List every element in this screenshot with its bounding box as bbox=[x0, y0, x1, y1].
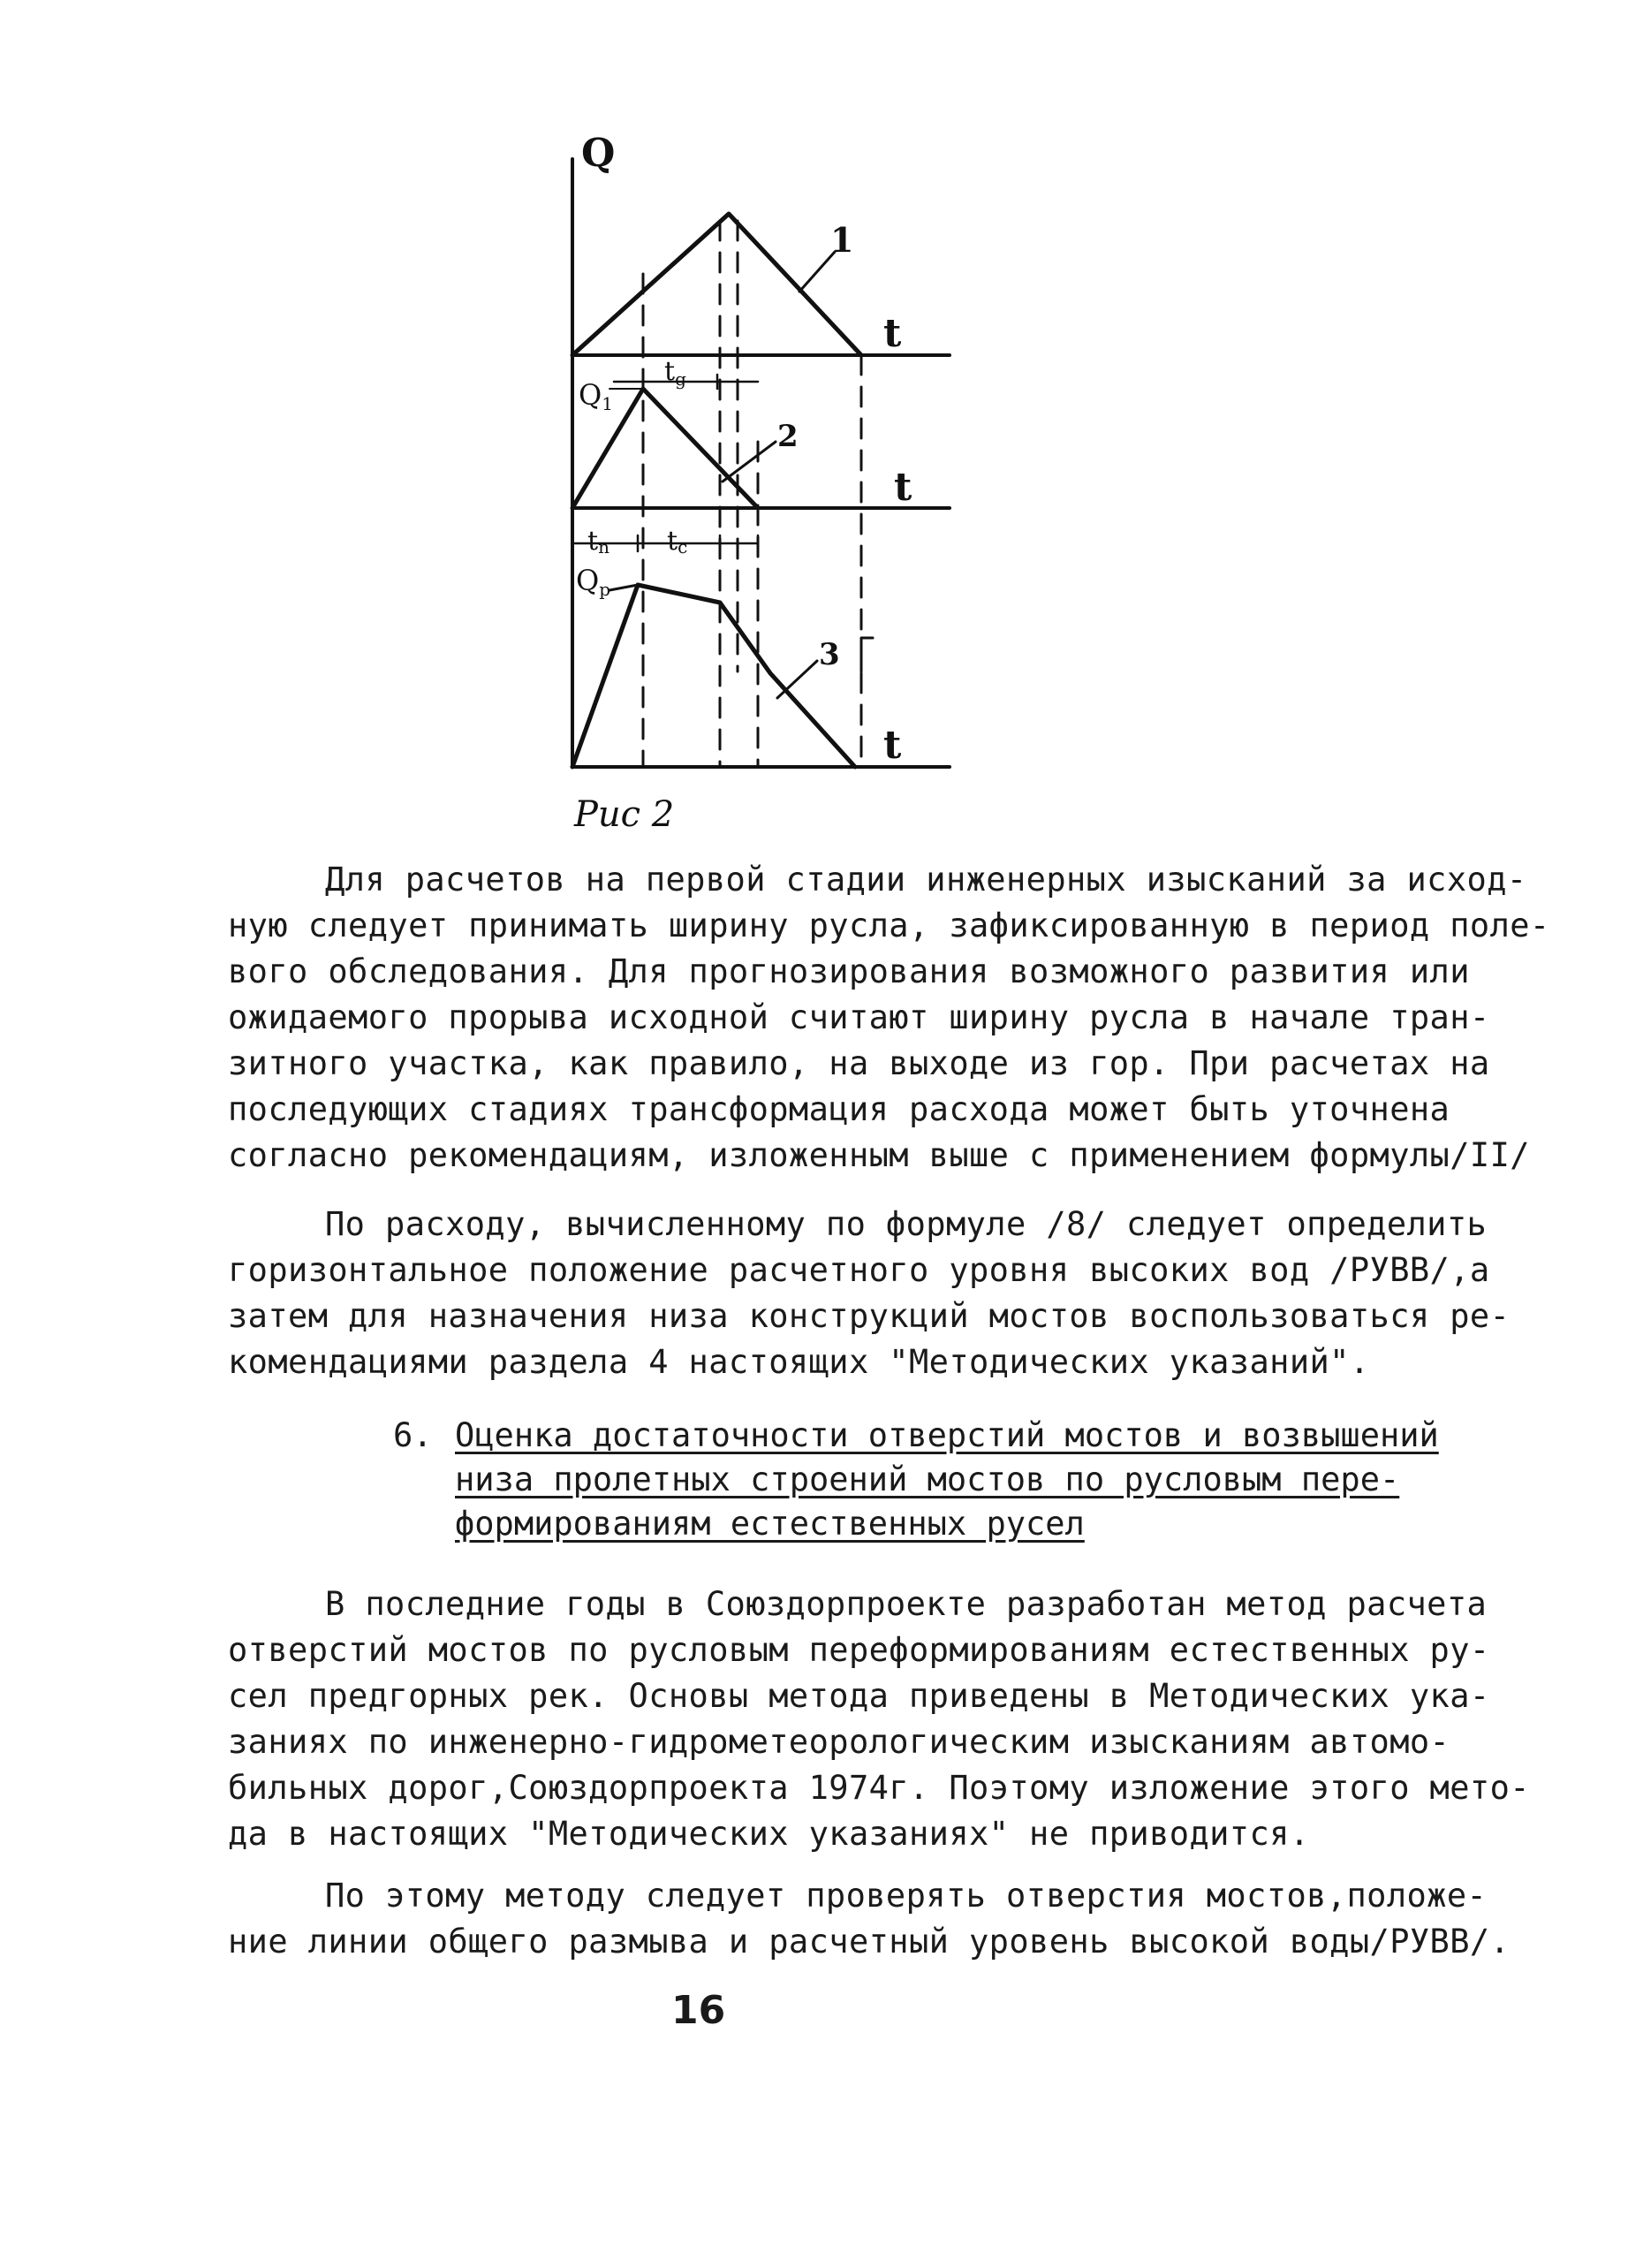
paragraph-line: комендациями раздела 4 настоящих "Методических указаний". bbox=[228, 1343, 1370, 1381]
tg-label: $t_g$ bbox=[664, 356, 686, 390]
paragraph-line: По этому методу следует проверять отверстия мостов,положе- bbox=[325, 1877, 1488, 1915]
section-title bbox=[455, 1414, 1453, 1546]
paragraph-line: Для расчетов на первой стадии инженерных изысканий за исход- bbox=[325, 861, 1527, 899]
curve-1-number: 1 bbox=[830, 220, 854, 260]
tn-label: tn bbox=[587, 526, 610, 558]
paragraph-2 bbox=[228, 1202, 1510, 1385]
curve-3-leader bbox=[777, 661, 817, 698]
paragraph-line: отверстий мостов по русловым переформированиям естественных ру- bbox=[228, 1631, 1490, 1669]
paragraph-line: ожидаемого прорыва исходной считают ширину русла в начале тран- bbox=[228, 998, 1490, 1036]
qp-label: Qp bbox=[576, 564, 611, 600]
paragraph-line: бильных дорог,Союздорпроекта 1974г. Поэтому изложение этого мето- bbox=[228, 1769, 1530, 1807]
axis-t-label-1: t bbox=[883, 311, 902, 356]
curve-3-marker bbox=[861, 638, 873, 671]
curve-3-number: 3 bbox=[819, 637, 840, 672]
paragraph-line: зитного участка, как правило, на выходе из гор. При расчетах на bbox=[228, 1044, 1490, 1082]
hydrograph-figure bbox=[0, 0, 1643, 848]
q1-label: Q1 bbox=[579, 378, 613, 414]
section-heading bbox=[393, 1414, 1453, 1546]
paragraph-1 bbox=[228, 857, 1550, 1179]
curve-3-line bbox=[572, 585, 855, 767]
axis-t-label-2: t bbox=[894, 465, 912, 510]
paragraph-3 bbox=[228, 1582, 1530, 1857]
section-title-line: формированиям естественных русел bbox=[455, 1505, 1085, 1543]
paragraph-line: вого обследования. Для прогнозирования возможного развития или bbox=[228, 952, 1470, 990]
paragraph-line: да в настоящих "Методических указаниях" не приводится. bbox=[228, 1815, 1310, 1853]
paragraph-line: В последние годы в Союздорпроекте разработан метод расчета bbox=[325, 1585, 1488, 1623]
paragraph-line: ную следует принимать ширину русла, зафиксированную в период поле- bbox=[228, 906, 1550, 944]
figure-caption: Рис 2 bbox=[574, 794, 675, 835]
axis-q-label: Q bbox=[581, 131, 616, 176]
curve-1-leader bbox=[799, 252, 835, 292]
qp-leader bbox=[610, 585, 638, 590]
section-title-line: Оценка достаточности отверстий мостов и возвышений bbox=[455, 1416, 1439, 1454]
curve-1-line bbox=[572, 214, 861, 355]
paragraph-line: заниях по инженерно-гидрометеорологическим изысканиям автомо- bbox=[228, 1723, 1450, 1761]
paragraph-4 bbox=[228, 1873, 1510, 1965]
section-number: 6. bbox=[393, 1416, 433, 1454]
curve-2-number: 2 bbox=[777, 419, 799, 454]
paragraph-line: согласно рекомендациям, изложенным выше с применением формулы/II/ bbox=[228, 1136, 1530, 1174]
curve-2-leader bbox=[723, 442, 776, 482]
page-number: 16 bbox=[671, 1988, 726, 2033]
paragraph-line: ние линии общего размыва и расчетный уровень высокой воды/РУВВ/. bbox=[228, 1923, 1510, 1961]
paragraph-line: горизонтальное положение расчетного уровня высоких вод /РУВВ/,а bbox=[228, 1251, 1490, 1289]
tc-label: tc bbox=[667, 526, 688, 558]
axis-t-label-3: t bbox=[883, 723, 902, 768]
paragraph-line: сел предгорных рек. Основы метода приведены в Методических ука- bbox=[228, 1677, 1490, 1715]
paragraph-line: затем для назначения низа конструкций мостов воспользоваться ре- bbox=[228, 1297, 1510, 1335]
paragraph-line: По расходу, вычисленному по формуле /8/ следует определить bbox=[325, 1205, 1488, 1243]
section-title-line: низа пролетных строений мостов по русловым пере- bbox=[455, 1460, 1400, 1498]
paragraph-line: последующих стадиях трансформация расхода может быть уточнена bbox=[228, 1090, 1450, 1128]
